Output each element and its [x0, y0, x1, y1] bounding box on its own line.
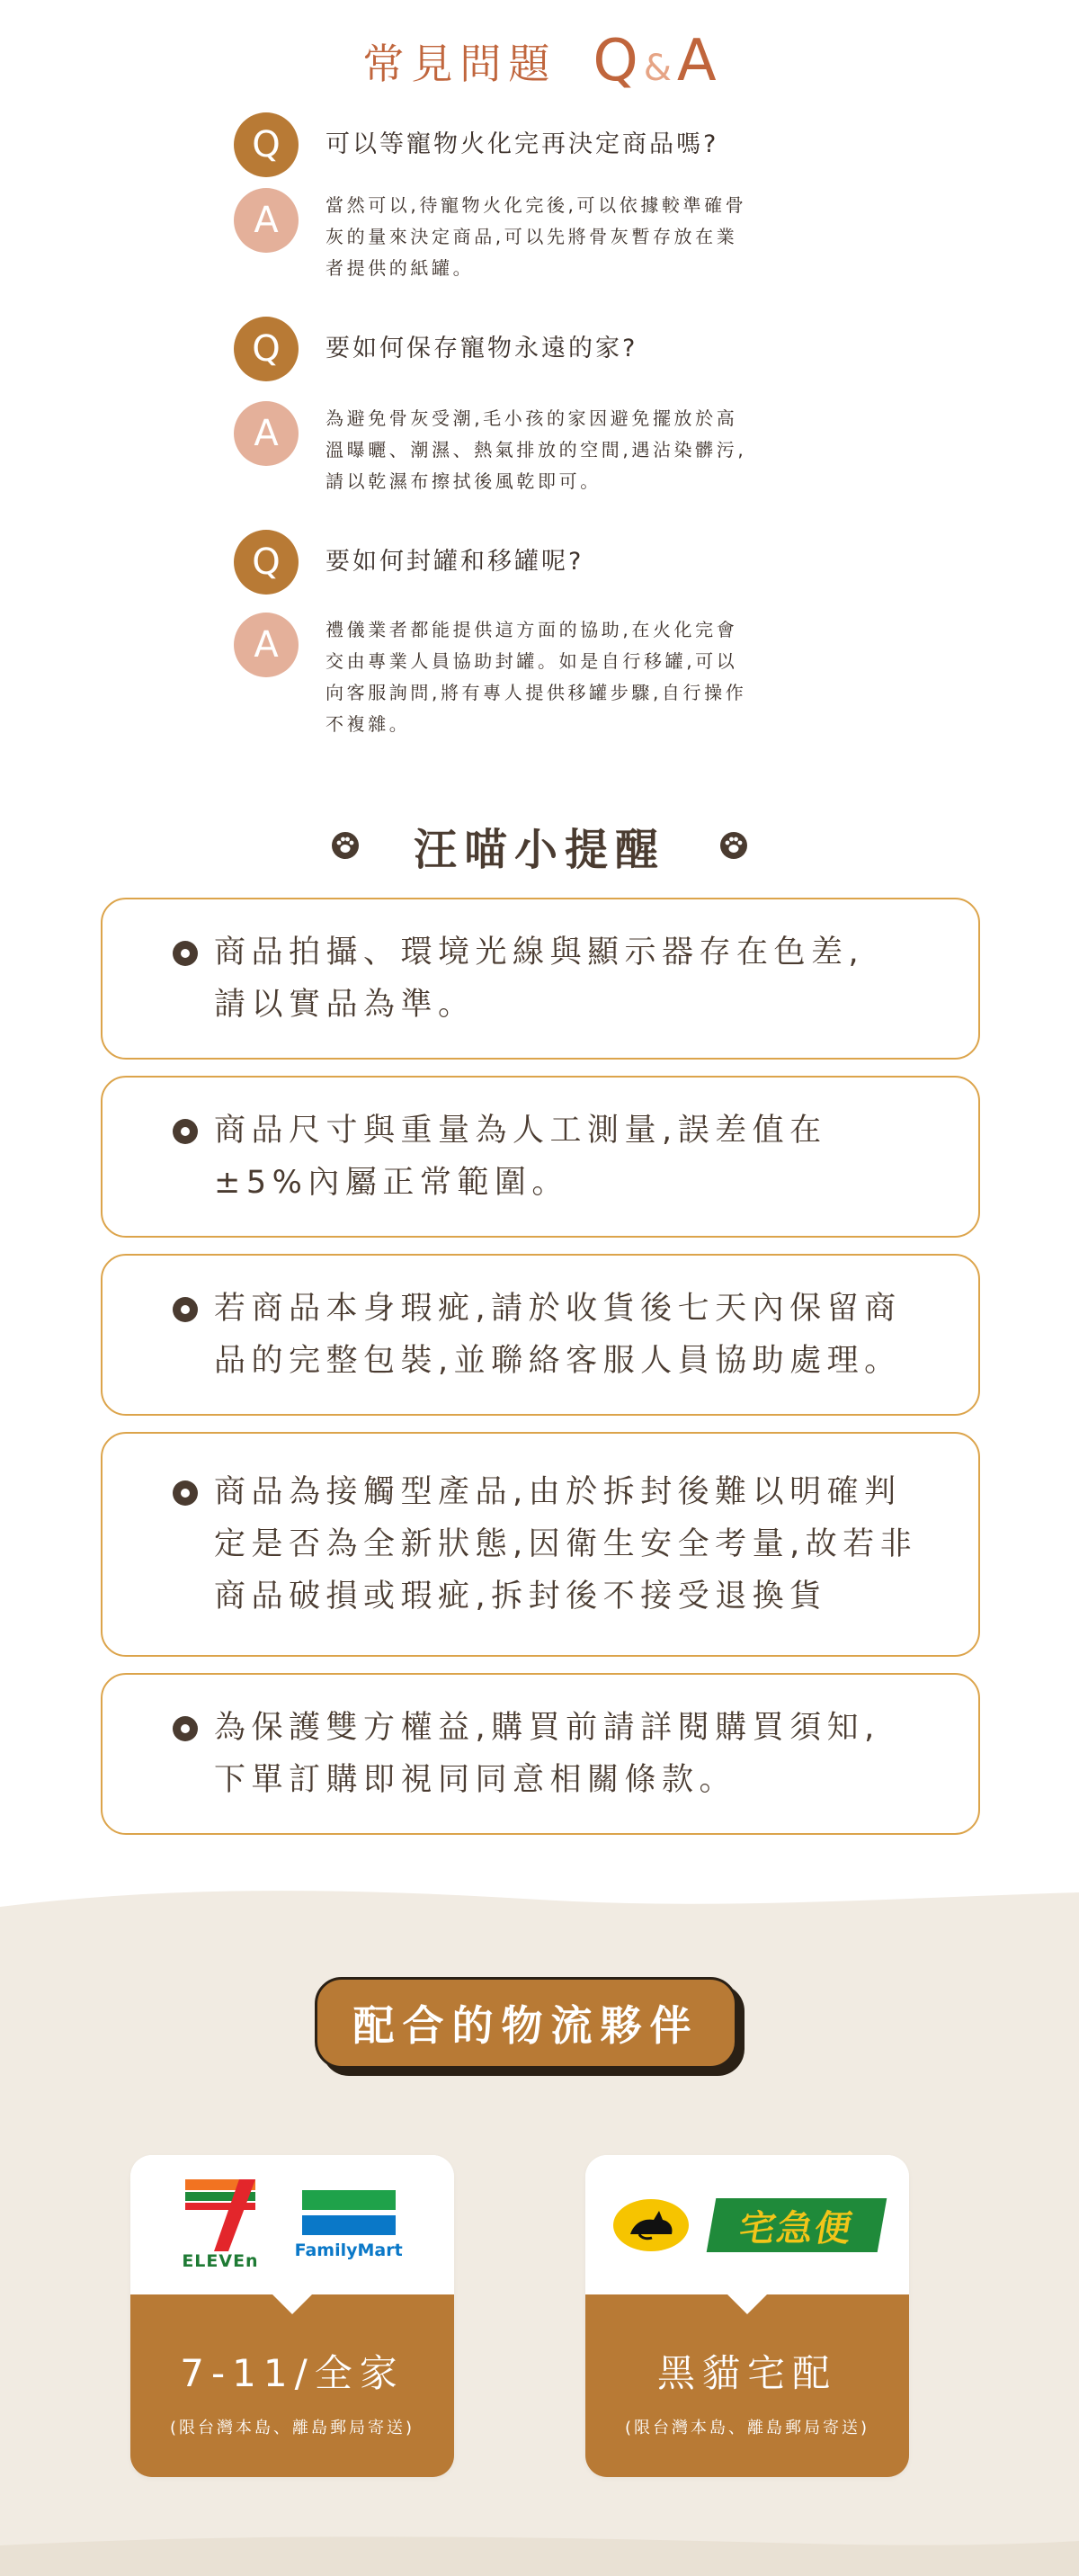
familymart-label: FamilyMart	[294, 2240, 403, 2260]
answer-badge: A	[234, 188, 299, 253]
partner-note: (限台灣本島、離島郵局寄送)	[169, 2419, 415, 2437]
logistics-card-711-familymart	[130, 2155, 454, 2477]
tip-text: 商品尺寸與重量為人工測量,誤差值在 ±5%內屬正常範圍。	[214, 1113, 827, 1201]
tip-text: 為保護雙方權益,購買前請詳閱購買須知, 下單訂購即視同同意相關條款。	[214, 1710, 880, 1798]
qa-list	[234, 112, 863, 740]
question-row	[234, 530, 863, 595]
seven-eleven-logo	[182, 2179, 258, 2271]
question-badge: Q	[234, 530, 299, 595]
question-text: 可以等寵物火化完再決定商品嗎?	[325, 130, 719, 158]
question-row	[234, 317, 863, 381]
bullet-icon	[173, 1716, 198, 1741]
tip-text: 商品拍攝、環境光線與顯示器存在色差, 請以實品為準。	[214, 935, 865, 1023]
familymart-blue-bar	[302, 2215, 396, 2235]
answer-badge: A	[234, 613, 299, 677]
tip-card	[101, 898, 980, 1060]
answer-row	[234, 188, 863, 284]
card-info	[130, 2294, 454, 2477]
qa-logo-amp: &	[643, 48, 672, 89]
question-badge: Q	[234, 317, 299, 381]
partner-name: 黑貓宅配	[656, 2351, 837, 2395]
tip-card	[101, 1673, 980, 1835]
partner-note: (限台灣本島、離島郵局寄送)	[624, 2419, 870, 2437]
reminder-header	[0, 809, 1079, 881]
black-cat-icon	[612, 2198, 690, 2252]
tip-card	[101, 1432, 980, 1657]
answer-badge: A	[234, 401, 299, 466]
tip-card	[101, 1254, 980, 1416]
question-text: 要如何保存寵物永遠的家?	[325, 335, 638, 362]
familymart-green-bar	[302, 2190, 396, 2210]
partner-title-badge	[315, 1977, 746, 2076]
partner-title: 配合的物流夥伴	[315, 1977, 737, 2069]
card-info	[585, 2294, 909, 2477]
tip-card	[101, 1076, 980, 1238]
familymart-logo	[295, 2190, 403, 2260]
answer-row	[234, 401, 863, 497]
takkyubin-logo: 宅急便	[707, 2198, 887, 2252]
reminder-title: 汪喵小提醒	[413, 824, 665, 875]
qa-logo-q: Q	[593, 28, 638, 94]
question-row	[234, 112, 863, 177]
logistics-card-black-cat	[585, 2155, 909, 2477]
tip-text: 若商品本身瑕疵,請於收貨後七天內保留商 品的完整包裝,並聯絡客服人員協助處理。	[214, 1291, 902, 1379]
qa-title: 常見問題	[362, 40, 557, 88]
tip-text: 商品為接觸型產品,由於拆封後難以明確判 定是否為全新狀態,因衛生安全考量,故若非 商品破損或瑕疵,拆封後不接受退換貨	[214, 1474, 918, 1614]
bullet-icon	[173, 941, 198, 966]
paw-icon	[331, 831, 360, 860]
bullet-icon	[173, 1297, 198, 1322]
seven-eleven-label: ELEVEn	[182, 2250, 259, 2271]
partner-name: 7-11/全家	[180, 2351, 405, 2395]
answer-text: 為避免骨灰受潮,毛小孩的家因避免擺放於高溫曝曬、潮濕、熱氣排放的空間,遇沾染髒污,請以乾濕布擦拭後風乾即可。	[325, 407, 747, 492]
qa-header	[0, 25, 1079, 97]
answer-row	[234, 613, 863, 740]
card-logos	[585, 2155, 909, 2294]
paw-icon	[719, 831, 748, 860]
qa-logo-a: A	[676, 28, 717, 94]
bullet-icon	[173, 1480, 198, 1506]
answer-text: 當然可以,待寵物火化完後,可以依據較準確骨灰的量來決定商品,可以先將骨灰暫存放在業者提供的紙罐。	[325, 194, 747, 279]
seven-eleven-icon	[185, 2179, 255, 2251]
question-text: 要如何封罐和移罐呢?	[325, 548, 584, 576]
qa-logo	[593, 28, 716, 94]
bullet-icon	[173, 1119, 198, 1144]
question-badge: Q	[234, 112, 299, 177]
card-logos	[130, 2155, 454, 2294]
answer-text: 禮儀業者都能提供這方面的協助,在火化完會交由專業人員協助封罐。如是自行移罐,可以向客服詢問,將有專人提供移罐步驟,自行操作不複雜。	[325, 619, 747, 735]
